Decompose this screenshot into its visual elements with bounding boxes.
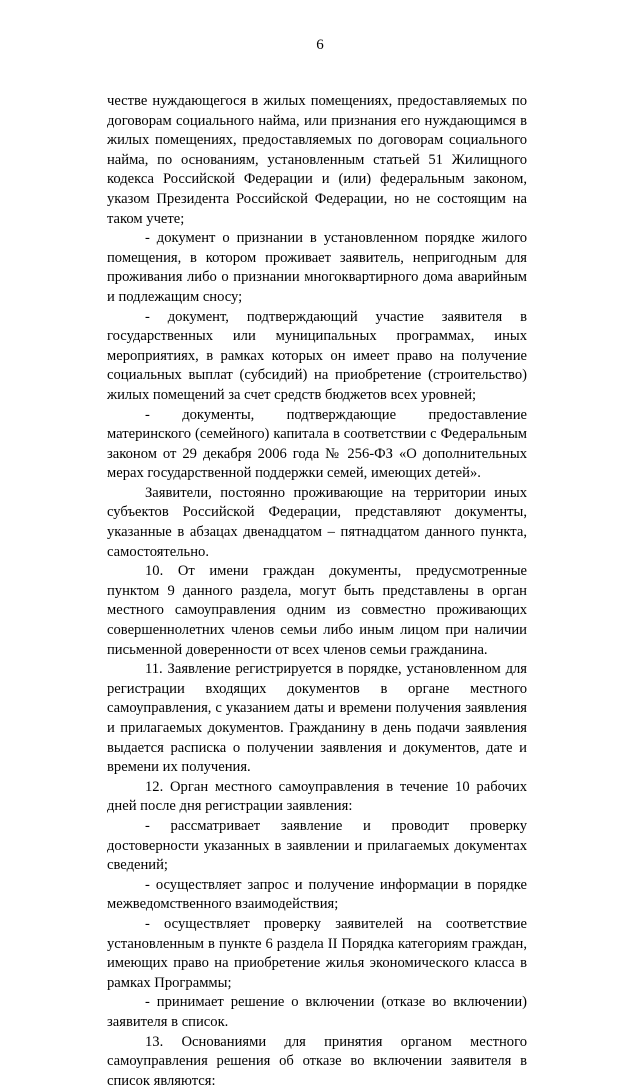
list-item-maternity-capital: - документы, подтверждающие предоставление материнского (семейного) капитала в соответствии с Федеральным законом от 29 декабря 2006 года № 256-ФЗ «О дополнительных мерах государственной поддержки семей, имеющих детей». bbox=[107, 406, 527, 484]
clause-12: 12. Орган местного самоуправления в течение 10 рабочих дней после дня регистрации заявления: bbox=[107, 778, 527, 817]
clause-12-item-request: - осуществляет запрос и получение информации в порядке межведомственного взаимодействия; bbox=[107, 876, 527, 915]
list-item-housing-unfit: - документ о признании в установленном порядке жилого помещения, в котором проживает заявитель, непригодным для проживания либо о признании многоквартирного дома аварийным и подлежащим сносу; bbox=[107, 229, 527, 307]
paragraph-other-regions: Заявители, постоянно проживающие на территории иных субъектов Российской Федерации, представляют документы, указанные в абзацах двенадцатом – пятнадцатом данного пункта, самостоятельно. bbox=[107, 484, 527, 562]
clause-12-item-decision: - принимает решение о включении (отказе во включении) заявителя в список. bbox=[107, 993, 527, 1032]
clause-12-item-review: - рассматривает заявление и проводит проверку достоверности указанных в заявлении и прилагаемых документах сведений; bbox=[107, 817, 527, 876]
clause-12-item-check: - осуществляет проверку заявителей на соответствие установленным в пункте 6 раздела II Порядка категориям граждан, имеющих право на приобретение жилья экономического класса в рамках Программы; bbox=[107, 915, 527, 993]
clause-13: 13. Основаниями для принятия органом местного самоуправления решения об отказе во включении заявителя в список являются: bbox=[107, 1033, 527, 1091]
body-text bbox=[107, 92, 527, 1091]
paragraph-continuation: честве нуждающегося в жилых помещениях, предоставляемых по договорам социального найма, или признания его нуждающимся в жилых помещениях, предоставляемых по договорам социального найма, по основаниям, установленным статьей 51 Жилищного кодекса Российской Федерации и (или) федеральным законом, указом Президента Российской Федерации, но не состоящим на таком учете; bbox=[107, 92, 527, 229]
list-item-program-participation: - документ, подтверждающий участие заявителя в государственных или муниципальных программах, иных мероприятиях, в рамках которых он имеет право на получение социальных выплат (субсидий) на приобретение (строительство) жилых помещений за счет средств бюджетов всех уровней; bbox=[107, 308, 527, 406]
page-number: 6 bbox=[0, 36, 640, 54]
clause-10: 10. От имени граждан документы, предусмотренные пунктом 9 данного раздела, могут быть представлены в орган местного самоуправления одним из совместно проживающих совершеннолетних членов семьи либо иным лицом при наличии письменной доверенности от всех членов семьи гражданина. bbox=[107, 562, 527, 660]
clause-11: 11. Заявление регистрируется в порядке, установленном для регистрации входящих документов в органе местного самоуправления, с указанием даты и времени получения заявления и прилагаемых документов. Гражданину в день подачи заявления выдается расписка о получении заявления и документов, дате и времени их получения. bbox=[107, 660, 527, 778]
